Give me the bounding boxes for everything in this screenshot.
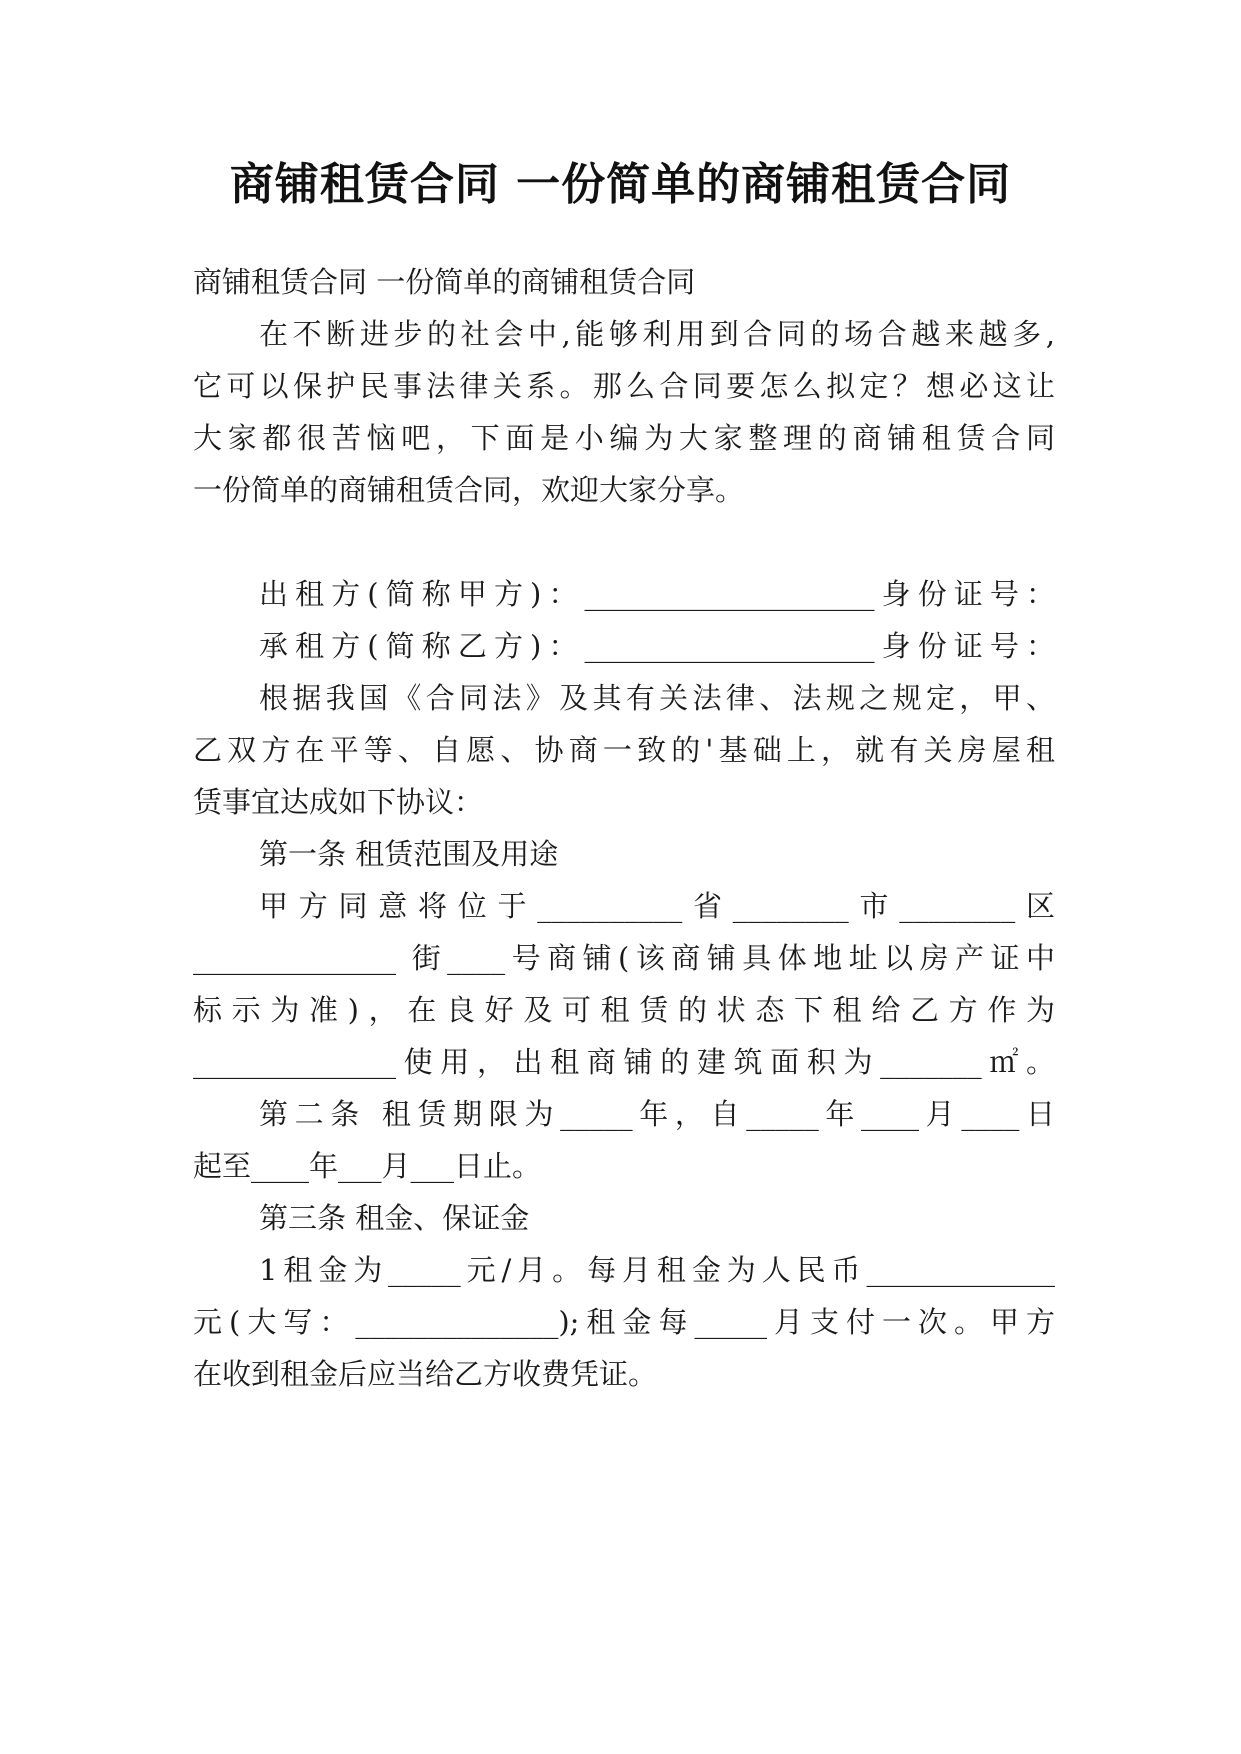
basis-line: 根据我国《合同法》及其有关法律、法规之规定，甲、 — [259, 681, 1055, 715]
intro-line: 一份简单的商铺租赁合同，欢迎大家分享。 — [193, 473, 745, 507]
lessee-line: 承租方(简称乙方)：____________________身份证号： — [259, 629, 1055, 663]
article1-line: ______________ 街____号商铺(该商铺具体地址以房产证中 — [193, 941, 1055, 975]
article2-line: 起至____年___月___日止。 — [193, 1149, 542, 1183]
intro-line: 大家都很苦恼吧，下面是小编为大家整理的商铺租赁合同 — [193, 421, 1055, 455]
document-title: 商铺租赁合同 一份简单的商铺租赁合同 — [229, 159, 1012, 210]
article3-line: 元(大写：______________);租金每_____月支付一次。甲方 — [193, 1305, 1055, 1339]
article1-line: 甲方同意将位于__________省________市________区 — [259, 889, 1055, 923]
article3-heading: 第三条 租金、保证金 — [259, 1201, 530, 1235]
article1-line: ______________使用，出租商铺的建筑面积为_______㎡。 — [193, 1045, 1055, 1079]
article2-line: 第二条 租赁期限为_____年，自_____年____月____日 — [259, 1097, 1055, 1131]
lessor-line: 出租方(简称甲方)：____________________身份证号： — [259, 577, 1055, 611]
article1-line: 标示为准)，在良好及可租赁的状态下租给乙方作为 — [193, 993, 1055, 1027]
basis-line: 乙双方在平等、自愿、协商一致的'基础上，就有关房屋租 — [193, 733, 1055, 767]
article1-heading: 第一条 租赁范围及用途 — [259, 837, 559, 871]
article3-line: 在收到租金后应当给乙方收费凭证。 — [193, 1357, 658, 1391]
basis-line: 赁事宜达成如下协议： — [193, 785, 484, 819]
intro-line: 在不断进步的社会中,能够利用到合同的场合越来越多, — [259, 317, 1055, 351]
intro-line: 它可以保护民事法律关系。那么合同要怎么拟定？想必这让 — [193, 369, 1055, 403]
subtitle-line: 商铺租赁合同 一份简单的商铺租赁合同 — [193, 265, 696, 299]
article3-line: 1租金为_____元/月。每月租金为人民币_____________ — [259, 1253, 1055, 1287]
